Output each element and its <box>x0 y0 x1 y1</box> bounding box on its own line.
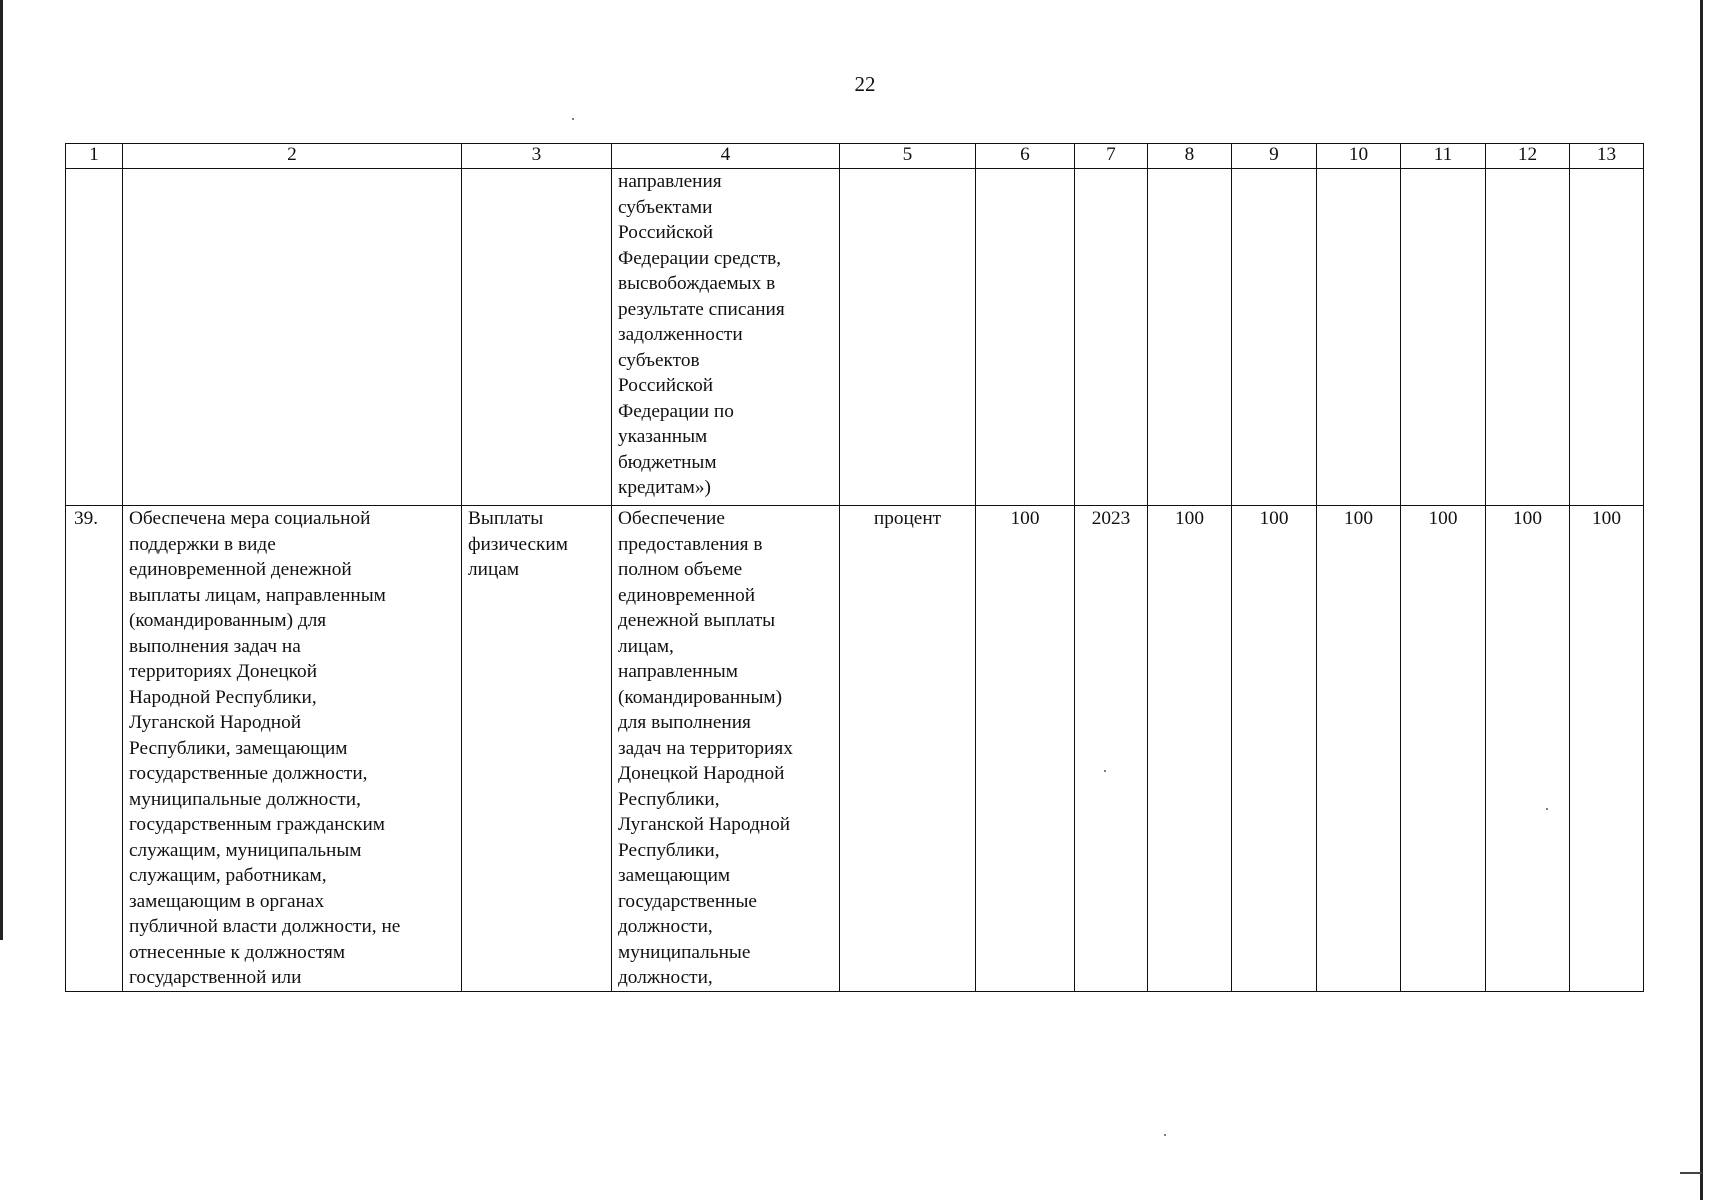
header-cell: 4 <box>612 144 840 169</box>
result-description: Обеспечена мера социальной поддержки в виде единовременной денежной выплаты лицам, направленным (командированным) для выполнения задач на территориях Донецкой Народной Республики, Луганской Народной Республики, замещающим государственные должности, муниципальные должности, государственным гражданским служащим, муниципальным служащим, работникам, замещающим в органах публичной власти должности, не отнесенные к должностям государственной или <box>123 506 462 992</box>
table-cell <box>1486 169 1570 506</box>
header-cell: 12 <box>1486 144 1570 169</box>
table-cell <box>1401 169 1486 506</box>
unit-of-measure: процент <box>840 506 976 992</box>
row-number: 39. <box>66 506 123 992</box>
scan-speck <box>1546 808 1548 810</box>
value-col-8: 100 <box>1148 506 1232 992</box>
table-cell <box>123 169 462 506</box>
header-cell: 7 <box>1075 144 1148 169</box>
header-cell: 6 <box>976 144 1075 169</box>
header-cell: 5 <box>840 144 976 169</box>
value-col-11: 100 <box>1401 506 1486 992</box>
result-type: Выплаты физическим лицам <box>462 506 612 992</box>
value-col-10: 100 <box>1317 506 1401 992</box>
table-header-row <box>66 144 1644 169</box>
base-year: 2023 <box>1075 506 1148 992</box>
scan-speck <box>572 118 574 120</box>
header-cell: 11 <box>1401 144 1486 169</box>
value-col-13: 100 <box>1570 506 1644 992</box>
table-cell <box>1075 169 1148 506</box>
header-cell: 2 <box>123 144 462 169</box>
table-cell <box>840 169 976 506</box>
value-col-9: 100 <box>1232 506 1317 992</box>
header-cell: 3 <box>462 144 612 169</box>
table-cell <box>1317 169 1401 506</box>
base-value: 100 <box>976 506 1075 992</box>
scan-speck <box>1164 1134 1166 1136</box>
table-row-39 <box>66 506 1644 992</box>
table-cell <box>1232 169 1317 506</box>
table-cell <box>976 169 1075 506</box>
page-number: 22 <box>854 72 876 96</box>
scan-edge-left <box>0 0 3 940</box>
scan-edge-right-tail <box>1680 1172 1702 1174</box>
header-cell: 1 <box>66 144 123 169</box>
header-cell: 8 <box>1148 144 1232 169</box>
table-cell <box>1570 169 1644 506</box>
scan-speck <box>1104 770 1106 772</box>
header-cell: 10 <box>1317 144 1401 169</box>
header-cell: 13 <box>1570 144 1644 169</box>
indicator-description: Обеспечение предоставления в полном объеме единовременной денежной выплаты лицам, направленным (командированным) для выполнения задач на территориях Донецкой Народной Республики, Луганской Народной Республики, замещающим государственные должности, муниципальные должности, <box>612 506 840 992</box>
table-cell <box>66 169 123 506</box>
continuation-description: направления субъектами Российской Федерации средств, высвобождаемых в результате списания задолженности субъектов Российской Федерации по указанным бюджетным кредитам») <box>612 169 840 506</box>
table-row-continuation <box>66 169 1644 506</box>
indicator-table <box>65 143 1644 992</box>
table-cell <box>1148 169 1232 506</box>
value-col-12: 100 <box>1486 506 1570 992</box>
table-cell <box>462 169 612 506</box>
header-cell: 9 <box>1232 144 1317 169</box>
scan-edge-right <box>1700 0 1703 1200</box>
